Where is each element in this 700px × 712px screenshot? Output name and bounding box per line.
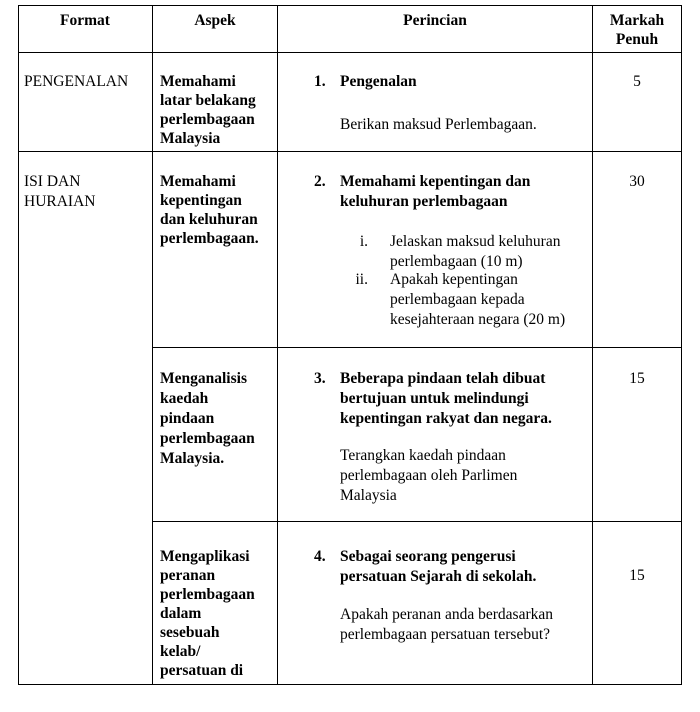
row3-aspek: Menganalisis kaedah pindaan perlembagaan Malaysia. <box>160 370 255 467</box>
table-border-bottom <box>18 684 682 685</box>
header-format: Format <box>60 12 110 29</box>
table-border-top <box>18 5 682 6</box>
row4-markah: 15 <box>629 567 645 584</box>
row3-item-title: Beberapa pindaan telah dibuat bertujuan untuk melindungi kepentingan rakyat dan negara. <box>340 370 552 427</box>
header-perincian: Perincian <box>403 12 467 29</box>
row4-aspek: Mengaplikasi peranan perlembagaan dalam sesebuah kelab/ persatuan di <box>160 548 255 679</box>
header-markah: Markah Penuh <box>609 12 665 48</box>
rubric-table <box>18 5 682 685</box>
row3-markah: 15 <box>629 370 645 387</box>
row1-markah: 5 <box>633 73 641 90</box>
row3-item-description: Terangkan kaedah pindaan perlembagaan oleh Parlimen Malaysia <box>340 447 518 504</box>
row2-markah: 30 <box>629 173 645 190</box>
row3-item-number: 3. <box>314 370 326 387</box>
row4-item-title: Sebagai seorang pengerusi persatuan Sejarah di sekolah. <box>340 548 537 585</box>
row1-format: PENGENALAN <box>24 73 129 90</box>
row1-item-title: Pengenalan <box>340 73 417 90</box>
row3-divider <box>153 521 682 522</box>
row1-item-description: Berikan maksud Perlembagaan. <box>340 116 537 133</box>
row2-format: ISI DAN HURAIAN <box>24 173 96 210</box>
col-divider-1 <box>152 5 153 685</box>
header-divider <box>18 52 682 53</box>
row4-item-description: Apakah peranan anda berdasarkan perlembagaan persatuan tersebut? <box>340 606 554 643</box>
row1-divider <box>18 151 682 152</box>
row1-item-number: 1. <box>314 73 326 90</box>
table-border-left <box>18 5 19 685</box>
row2-subitem-1-number: i. <box>359 233 368 250</box>
row4-item-number: 4. <box>314 548 326 565</box>
row2-item-title: Memahami kepentingan dan keluhuran perlembagaan <box>340 173 531 210</box>
row2-item-number: 2. <box>314 173 326 190</box>
row2-aspek: Memahami kepentingan dan keluhuran perlembagaan. <box>160 173 259 247</box>
row2-divider <box>153 347 682 348</box>
row2-subitem-1-text: Jelaskan maksud keluhuran perlembagaan (10 m) <box>390 233 561 270</box>
table-border-right <box>681 5 682 685</box>
row1-aspek: Memahami latar belakang perlembagaan Malaysia <box>160 73 256 147</box>
row2-subitem-2-text: Apakah kepentingan perlembagaan kepada kesejahteraan negara (20 m) <box>390 271 566 328</box>
row2-subitem-2-number: ii. <box>355 271 368 288</box>
header-aspek: Aspek <box>194 12 236 29</box>
col-divider-2 <box>277 5 278 685</box>
